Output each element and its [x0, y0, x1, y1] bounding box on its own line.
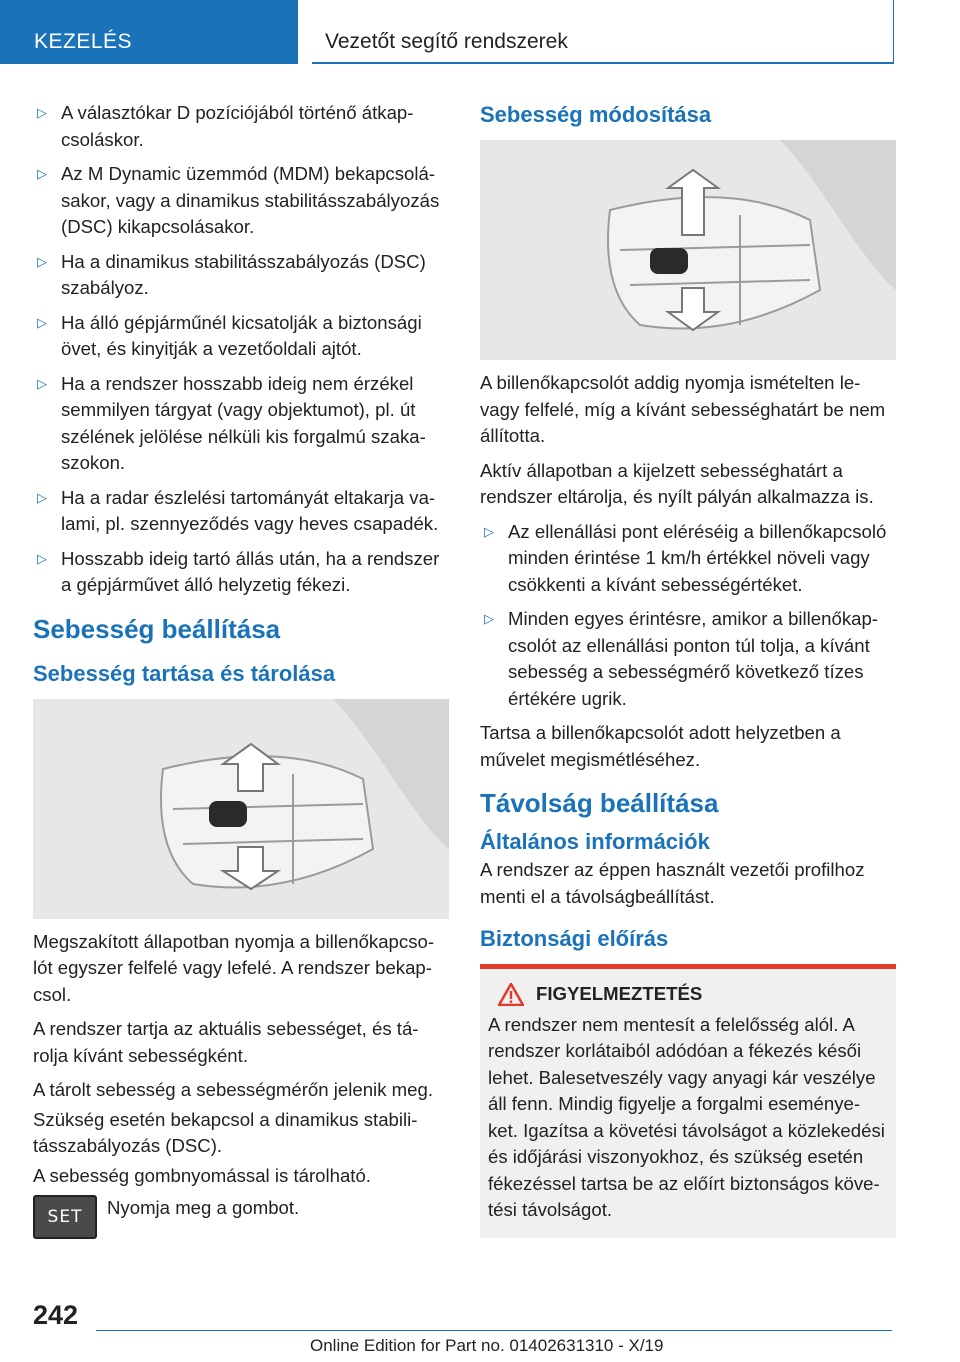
- triangle-bullet-icon: ▷: [484, 523, 494, 539]
- list-item: ▷ Ha a dinamikus stabilitásszabályozás (DSC) szabályoz.: [37, 250, 426, 298]
- triangle-bullet-icon: ▷: [37, 489, 47, 505]
- chapter-header: [312, 0, 894, 64]
- paragraph: Megszakított állapotban nyomja a billenőkapcso-lót egyszer felfelé vagy lefelé. A rendszer bekap-csol.: [33, 930, 435, 1005]
- paragraph: A rendszer tartja az aktuális sebességet, és tá-rolja kívánt sebességként.: [33, 1018, 419, 1066]
- page-number: 242: [33, 1300, 79, 1330]
- warning-title: FIGYELMEZTETÉS: [536, 983, 703, 1004]
- list-item: ▷ Hosszabb ideig tartó állás után, ha a rendszer a gépjárművet álló helyzetig fékezi.: [37, 547, 440, 595]
- triangle-bullet-icon: ▷: [37, 314, 47, 330]
- paragraph: Aktív állapotban a kijelzett sebességhatárt a rendszer eltárolja, és nyílt pályán alkalmazza is.: [480, 459, 874, 507]
- list-item: ▷ Ha a radar észlelési tartományát eltakarja va-lami, pl. szennyeződés vagy heves csapadék.: [37, 486, 439, 534]
- set-instruction-text: Nyomja meg a gombot.: [107, 1197, 300, 1218]
- subsection-heading: Sebesség módosítása: [480, 102, 712, 127]
- section-heading: Távolság beállítása: [480, 788, 719, 818]
- triangle-bullet-icon: ▷: [37, 253, 47, 269]
- paragraph: A sebesség gombnyomással is tárolható.: [33, 1164, 371, 1186]
- subsection-heading: Sebesség tartása és tárolása: [33, 660, 336, 686]
- chapter-title: Vezetőt segítő rendszerek: [325, 30, 568, 53]
- paragraph: A rendszer az éppen használt vezetői profilhoz menti el a távolságbeállítást.: [480, 859, 865, 907]
- subsection-heading: Általános információk: [480, 829, 710, 854]
- warning-header: [488, 981, 888, 1008]
- list-item: ▷ Ha a rendszer hosszabb ideig nem érzékel semmilyen tárgyat (vagy objektumot), pl. út szélének jelölése nélküli kis forgalmú szaka-szokon.: [37, 372, 426, 473]
- triangle-bullet-icon: ▷: [37, 105, 47, 120]
- set-button-icon: SET: [33, 1195, 97, 1239]
- triangle-bullet-icon: ▷: [37, 166, 47, 181]
- list-item: ▷ A választókar D pozíciójából történő átkap-csoláskor.: [37, 102, 414, 150]
- steering-wheel-switch-image: [33, 699, 449, 919]
- triangle-bullet-icon: ▷: [484, 611, 494, 626]
- footer-edition: Online Edition for Part no. 01402631310 - X/19: [310, 1336, 664, 1355]
- footer-divider: [96, 1330, 892, 1331]
- subsection-heading: Biztonsági előírás: [480, 926, 669, 951]
- list-item: ▷ Minden egyes érintésre, amikor a billenőkap-csolót az ellenállási ponton túl tolja, a kívánt sebesség a sebességmérő következő tízes értékére ugrik.: [484, 608, 878, 709]
- section-label: KEZELÉS: [34, 30, 133, 53]
- list-item: ▷ Ha álló gépjárműnél kicsatolják a biztonsági övet, és kinyitják a vezetőoldali ajtót.: [37, 311, 422, 359]
- warning-box: [480, 964, 896, 1238]
- section-heading: Sebesség beállítása: [33, 613, 281, 644]
- paragraph: A billenőkapcsolót addig nyomja ismételten le- vagy felfelé, míg a kívánt sebességhatárt be nem állította.: [480, 372, 886, 446]
- list-item: ▷ Az ellenállási pont eléréséig a billenőkapcsoló minden érintése 1 km/h értékkel növeli vagy csökkenti a kívánt sebességértéket.: [484, 520, 887, 595]
- paragraph: Szükség esetén bekapcsol a dinamikus stabili-tásszabályozás (DSC).: [33, 1108, 418, 1156]
- right-column: [480, 100, 896, 1238]
- set-instruction: [33, 1195, 449, 1239]
- left-column: [33, 100, 449, 1239]
- list-item: ▷ Az M Dynamic üzemmód (MDM) bekapcsolá-sakor, vagy a dinamikus stabilitásszabályozás (DSC) kikapcsolásakor.: [37, 163, 440, 237]
- paragraph: Tartsa a billenőkapcsolót adott helyzetben a művelet megismétléséhez.: [480, 722, 841, 770]
- paragraph: A tárolt sebesség a sebességmérőn jelenik meg.: [33, 1079, 433, 1100]
- triangle-bullet-icon: ▷: [37, 550, 47, 566]
- triangle-bullet-icon: ▷: [37, 375, 47, 391]
- warning-text: A rendszer nem mentesít a felelősség alól. A rendszer korlátaiból adódóan a fékezés késői lehet. Balesetveszély vagy anyagi kár veszélye áll fenn. Mindig figyelje a forgalmi eseménye-ket. Igazítsa a követési távolságot a közlekedési és időjárási viszonyokhoz, és szükség esetén fékezéssel tartsa be az előírt biztonságos köve-tési távolságot.: [488, 1013, 885, 1220]
- warning-triangle-icon: [498, 983, 524, 1006]
- steering-wheel-switch-image: [480, 140, 896, 360]
- section-tab: [0, 0, 298, 64]
